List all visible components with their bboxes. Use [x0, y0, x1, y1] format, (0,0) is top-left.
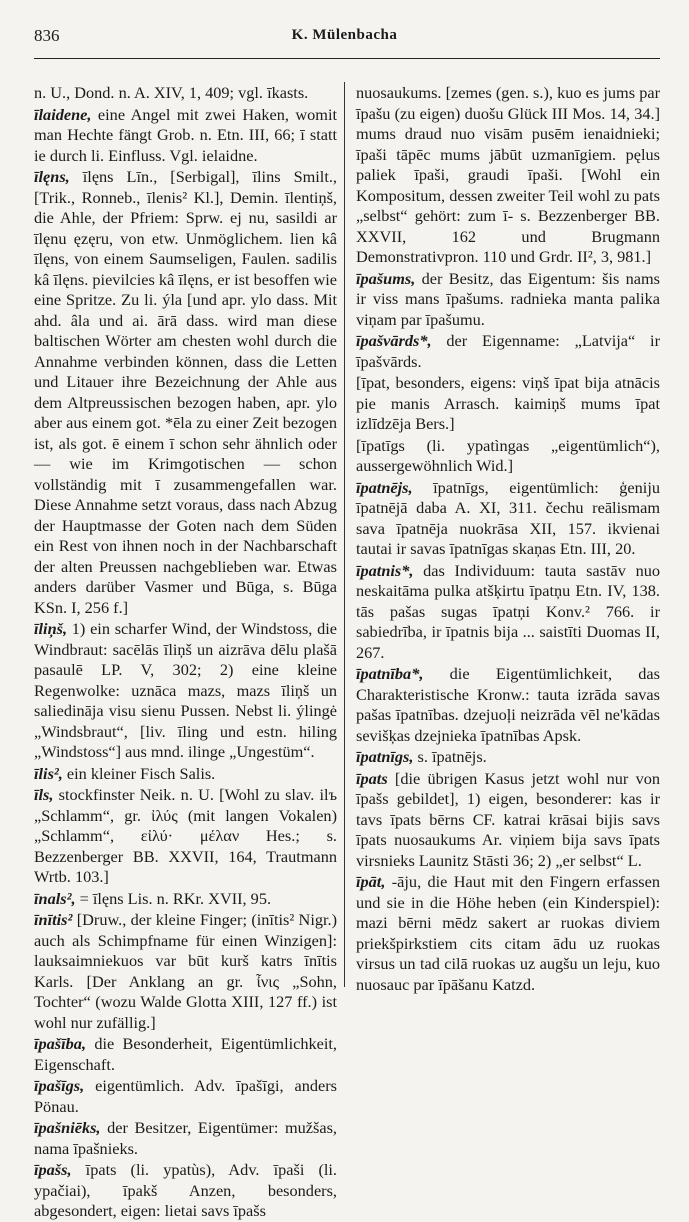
entry-text: [īpat, besonders, eigens: viņš īpat bija atnācis pie manis Arrasch. kaimiņš mums īpat izlīdzēja Bers.] [356, 373, 660, 433]
entry-text: s. īpatnējs. [413, 747, 487, 766]
entry-text: der Besitzer, Eigentümer: mužšas, nama īpašnieks. [34, 1118, 337, 1158]
dictionary-entry [34, 889, 337, 910]
entry-text: der Besitz, das Eigentum: šis nams ir viss mans īpašums. radnieka manta palika viņam par īpašumu. [356, 268, 660, 329]
entry-text: stockfinster Neik. n. U. [Wohl zu slav. ilъ „Schlamm“, gr. ἰλύς (mit langen Vokalen) „Schlamm“, εἰλύ· μέλαν Hes.; s. Bezzenberger BB. XXVII, 164, Trautmann Wrtb. 103.] [34, 785, 337, 886]
dictionary-entry [34, 910, 337, 1033]
dictionary-entry [356, 769, 660, 872]
entry-text: [die übrigen Kasus jetzt wohl nur von īpašs gebildet], 1) eigen, besonderer: kas ir tavs īpats bērns CF. katrai krāsai bijis savs īpats nuosaukums Ar. viņiem bija savs īpats virsnieks Launitz Stāsti 36; 2) „er selbst“ L. [356, 768, 660, 870]
entry-text: [Druw., der kleine Finger; (inītis² Nigr.) auch als Schimpfname für einen Winzigen]: lauksaimniekuos var būt kurš katrs īnītis Karls. [Der Anklang an gr. ἶνις „Sohn, Tochter“ (wozu Walde Glotta XIII, 127 ff.) ist wohl nur zufällig.] [34, 910, 337, 1032]
entry-headword: īnītis² [34, 910, 73, 929]
entry-text: nuosaukums. [zemes (gen. s.), kuo es jums par īpašu (zu eigen) duošu Glück III Mos. 14, 34.] mums draud nuo visām pusēm ienaidnieki; īpaši tāpēc mums jābūt uzmanīgiem. pęlus paliek īpaši, graudi īpaši. [Wohl ein Kompositum, dessen zweiter Teil wohl zu pats „selbst“ gehört: zum ī- s. Bezzenberger BB. XXVII, 162 und Brugmann Demonstrativpron. 110 und Grdr. II², 3, 981.] [356, 83, 660, 266]
right-column [356, 62, 660, 994]
entry-text: eigentümlich. Adv. īpašīgi, anders Pönau. [34, 1076, 337, 1116]
entry-headword: īpašība, [34, 1034, 87, 1053]
entry-headword: īpašvārds*, [356, 331, 432, 350]
entry-headword: īpašums, [356, 268, 416, 288]
entry-text: īpats (li. ypatùs), Adv. īpaši (li. ypačiai), īpakš Anzen, besonders, abgesondert, eigen: lietai savs īpašs [34, 1160, 337, 1220]
dictionary-entry [34, 1034, 337, 1075]
left-column [34, 62, 337, 1220]
entry-headword: īliņš, [34, 619, 68, 638]
entry-text: n. U., Dond. n. A. XIV, 1, 409; vgl. īkasts. [34, 83, 309, 102]
page-number: 836 [34, 26, 60, 45]
dictionary-entry [34, 1076, 337, 1117]
dictionary-entry [34, 619, 337, 763]
entry-headword: īpāt, [356, 872, 386, 891]
dictionary-entry [34, 83, 337, 104]
dictionary-entry [34, 785, 337, 888]
entry-text: -āju, die Haut mit den Fingern erfassen und sie in die Höhe heben (ein Kinderspiel): mazi bērni mēdz sakert ar ruokas diviem priekšpirkstiem cits citam ādu uz ruokas virsus un tad cilā ruokas uz augšu un leju, kuo nuosauc par īpāšanu Katzd. [356, 872, 660, 994]
entry-headword: īpatnība*, [356, 664, 424, 683]
entry-headword: īnals², [34, 888, 76, 908]
running-head: K. Mülenbacha [291, 27, 398, 43]
entry-text: īpatnīgs, eigentümlich: ģeniju īpatnējā daba A. XI, 311. čechu reālismam sava īpatnēja nuokrāsa XII, 157. ikvienai tautai ir savas īpatnīgas skaņas Etn. III, 20. [356, 477, 660, 558]
entry-headword: īlęns, [34, 167, 70, 186]
entry-text: īlęns Līn., [Serbigal], īlins Smilt., [Trik., Ronneb., īlenis² Kl.], Demin. īlentiņš, die Ahle, der Pfriem: Sprw. ej nu, sasildi ar īlęnu ęzęru, von etw. Unmöglichem. lien kâ īlęns, von einem Saumseligen, Faulen. sadilis kâ īlęns. pievilcies kâ īlęns, er ist besoffen wie eine Spritze. Zu li. ýla [und apr. ylo dass. Mit ahd. âla und ai. ārā dass. wird man diese baltischen Wörter am chesten wohl durch die Annahme verbinden können, dass die Letten und Litauer ihre Bezeichnung der Ahle aus dem Altpreussischen bezogen haben, apr. ylo aber aus einem got. *ēla zu einer Zeit bezogen ist, als got. ē einem ī schon sehr ähnlich oder — wie im Krimgotischen — schon vollständig mit ī zusammengefallen war. Diese Annahme setzt voraus, dass nach Abzug der Hauptmasse der Goten nach dem Süden ein Rest von ihnen noch in der Nachbarschaft der alten Preussen nachgeblieben war. Etwas anders darüber Vasmer und Būga, s. Būga KSn. I, 256 f.] [34, 167, 337, 617]
entry-text: der Eigenname: „Latvija“ ir īpašvārds. [356, 331, 660, 371]
entry-headword: īpatnīgs, [356, 747, 414, 766]
entry-text: die Eigentümlichkeit, das Charakteristische Kronw.: tauta izrāda savas pašas īpatnības. dzejuoļi neizrāda vēl ne'kādas sevišķas dzejnieka īpatnības Apsk. [356, 664, 660, 745]
dictionary-entry [34, 1160, 337, 1222]
dictionary-entry [34, 1118, 337, 1159]
dictionary-entry [34, 167, 337, 618]
dictionary-entry [356, 331, 660, 372]
entry-headword: īpašniēks, [34, 1118, 101, 1137]
entry-headword: īpatnis*, [356, 560, 414, 580]
dictionary-entry [356, 664, 660, 746]
dictionary-entry [356, 478, 660, 560]
dictionary-entry [356, 747, 660, 768]
entry-headword: īpašīgs, [34, 1076, 85, 1095]
entry-text: ein kleiner Fisch Salis. [62, 763, 216, 783]
entry-text: eine Angel mit zwei Haken, womit man Hechte fängt Grob. n. Etn. III, 66; ī statt ie durch li. Einfluss. Vgl. ielaidne. [34, 104, 337, 165]
dictionary-entry [356, 373, 660, 435]
entry-text: [īpatīgs (li. ypatìngas „eigentümlich“), aussergewöhnlich Wid.] [356, 435, 660, 475]
page-header [0, 0, 689, 60]
entry-headword: īlaidene, [34, 104, 92, 124]
entry-text: das Individuum: tauta sastāv nuo neskaitāma pulka atšķirtu īpatņu Etn. IV, 138. tās pašas sugas īpatņi Konv.² 766. ir sabiedrība, ir īpatnis bija ... saistīti Duomas II, 267. [356, 560, 660, 662]
entry-headword: īls, [34, 785, 54, 804]
column-divider [344, 82, 345, 987]
entry-headword: īpats [356, 768, 388, 788]
entry-text: 1) ein scharfer Wind, der Windstoss, die Windbraut: sacēlās īliņš un aizrāva dēlu plašā pasaulē LP. V, 302; 2) eine kleine Regenwolke: uznāca mazs, mazs īliņš un saliedināja visu sienu Pussen. Nebst li. ýlingė „Windsbraut“, [liv. īling und estn. hiling „Windstoss“] aus mnd. ilinge „Ungestüm“. [34, 619, 337, 761]
entry-headword: īlis², [34, 763, 63, 783]
dictionary-entry [34, 764, 337, 785]
dictionary-entry [34, 105, 337, 167]
entry-text: die Besonderheit, Eigentümlichkeit, Eigenschaft. [34, 1034, 337, 1074]
entry-headword: īpašs, [34, 1160, 72, 1179]
header-rule [34, 58, 660, 59]
entry-headword: īpatnējs, [356, 477, 413, 497]
entry-text: = īlęns Lis. n. RKr. XVII, 95. [75, 888, 272, 908]
dictionary-entry [356, 561, 660, 664]
dictionary-entry [356, 872, 660, 995]
dictionary-entry [356, 436, 660, 477]
dictionary-entry [356, 83, 660, 268]
dictionary-entry [356, 269, 660, 331]
